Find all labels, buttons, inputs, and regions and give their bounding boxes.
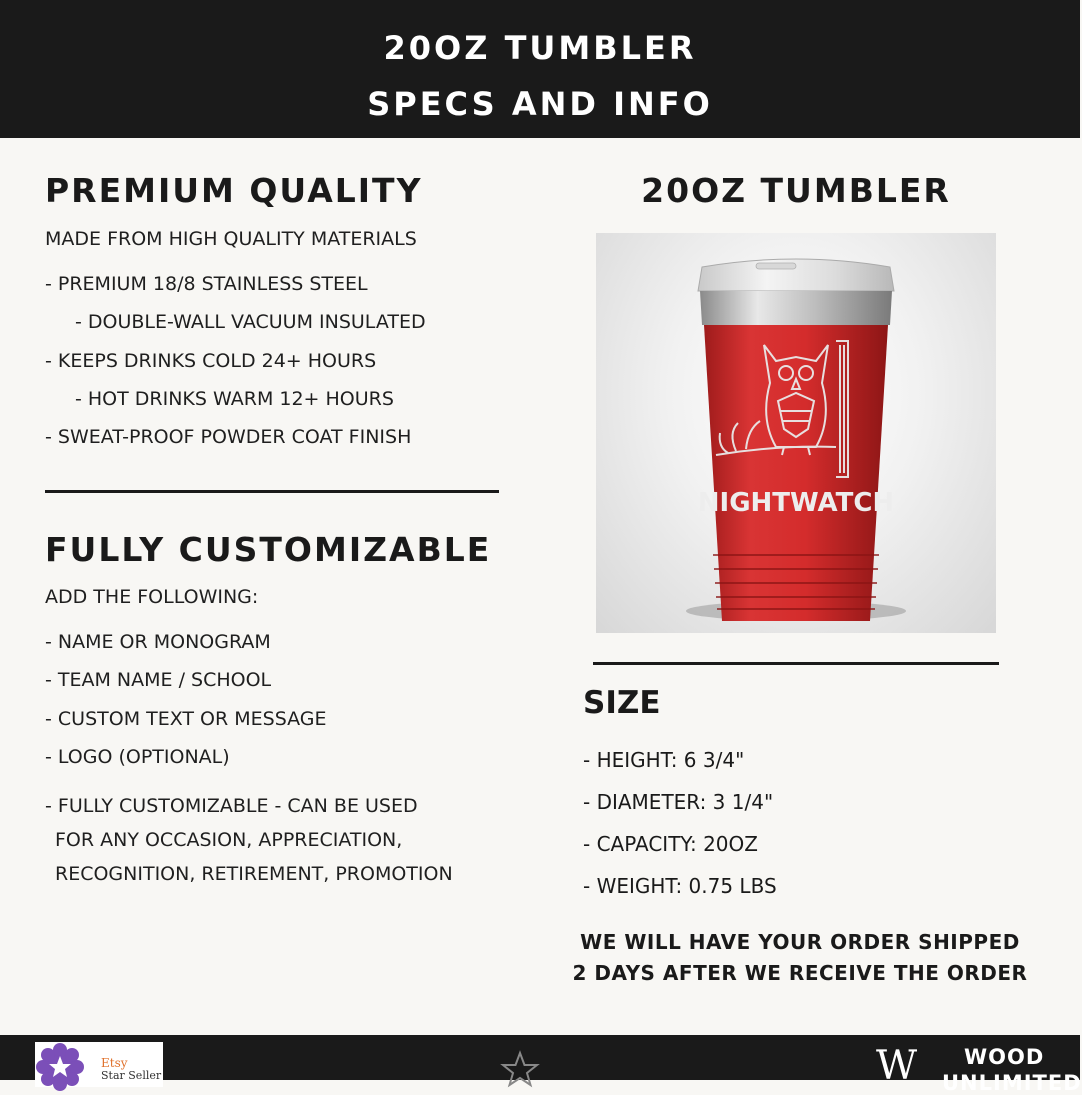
custom-item: - TEAM NAME / SCHOOL <box>45 669 272 691</box>
engraving-text: NIGHTWATCH <box>697 488 895 518</box>
custom-item: - CUSTOM TEXT OR MESSAGE <box>45 708 327 730</box>
page-footer <box>0 1035 1082 1095</box>
size-item: - DIAMETER: 3 1/4" <box>583 790 774 814</box>
premium-quality-subtitle: MADE FROM HIGH QUALITY MATERIALS <box>45 228 417 250</box>
header-title: 20OZ TUMBLER <box>383 29 697 67</box>
size-heading: SIZE <box>583 685 661 721</box>
product-heading: 20OZ TUMBLER <box>641 171 951 210</box>
premium-item: - HOT DRINKS WARM 12+ HOURS <box>75 388 394 410</box>
premium-item: - PREMIUM 18/8 STAINLESS STEEL <box>45 273 368 295</box>
badge-line2: Star Seller <box>101 1069 162 1082</box>
size-item: - HEIGHT: 6 3/4" <box>583 748 745 772</box>
brand-name-line1: WOOD <box>964 1045 1045 1069</box>
size-item: - CAPACITY: 20OZ <box>583 832 758 856</box>
custom-item: - NAME OR MONOGRAM <box>45 631 271 653</box>
section-divider <box>45 490 499 493</box>
star-badge-icon <box>37 1044 83 1090</box>
premium-item: - SWEAT-PROOF POWDER COAT FINISH <box>45 426 412 448</box>
premium-item: - DOUBLE-WALL VACUUM INSULATED <box>75 311 426 333</box>
header-subtitle: SPECS AND INFO <box>367 85 713 123</box>
product-photo <box>596 233 996 633</box>
customizable-subtitle: ADD THE FOLLOWING: <box>45 586 259 608</box>
shipping-note-line2: 2 DAYS AFTER WE RECEIVE THE ORDER <box>572 961 1028 985</box>
shipping-note-line1: WE WILL HAVE YOUR ORDER SHIPPED <box>580 930 1020 954</box>
brand-name-line2: UNLIMITED <box>942 1071 1082 1095</box>
custom-note-line: RECOGNITION, RETIREMENT, PROMOTION <box>55 863 453 885</box>
brand-logo <box>876 1043 1082 1095</box>
etsy-star-seller-badge <box>35 1042 163 1087</box>
premium-quality-heading: PREMIUM QUALITY <box>45 171 423 210</box>
size-item: - WEIGHT: 0.75 LBS <box>583 874 777 898</box>
page-header <box>0 0 1080 138</box>
customizable-heading: FULLY CUSTOMIZABLE <box>45 530 492 569</box>
brand-mark: W <box>876 1043 918 1089</box>
premium-item: - KEEPS DRINKS COLD 24+ HOURS <box>45 350 377 372</box>
custom-item: - LOGO (OPTIONAL) <box>45 746 230 768</box>
custom-note-line: FOR ANY OCCASION, APPRECIATION, <box>55 829 403 851</box>
star-outline-icon <box>500 1051 540 1091</box>
badge-line1: Etsy <box>101 1056 128 1070</box>
size-divider <box>593 662 999 665</box>
custom-note-line: - FULLY CUSTOMIZABLE - CAN BE USED <box>45 795 418 817</box>
tumbler-illustration <box>596 233 996 633</box>
